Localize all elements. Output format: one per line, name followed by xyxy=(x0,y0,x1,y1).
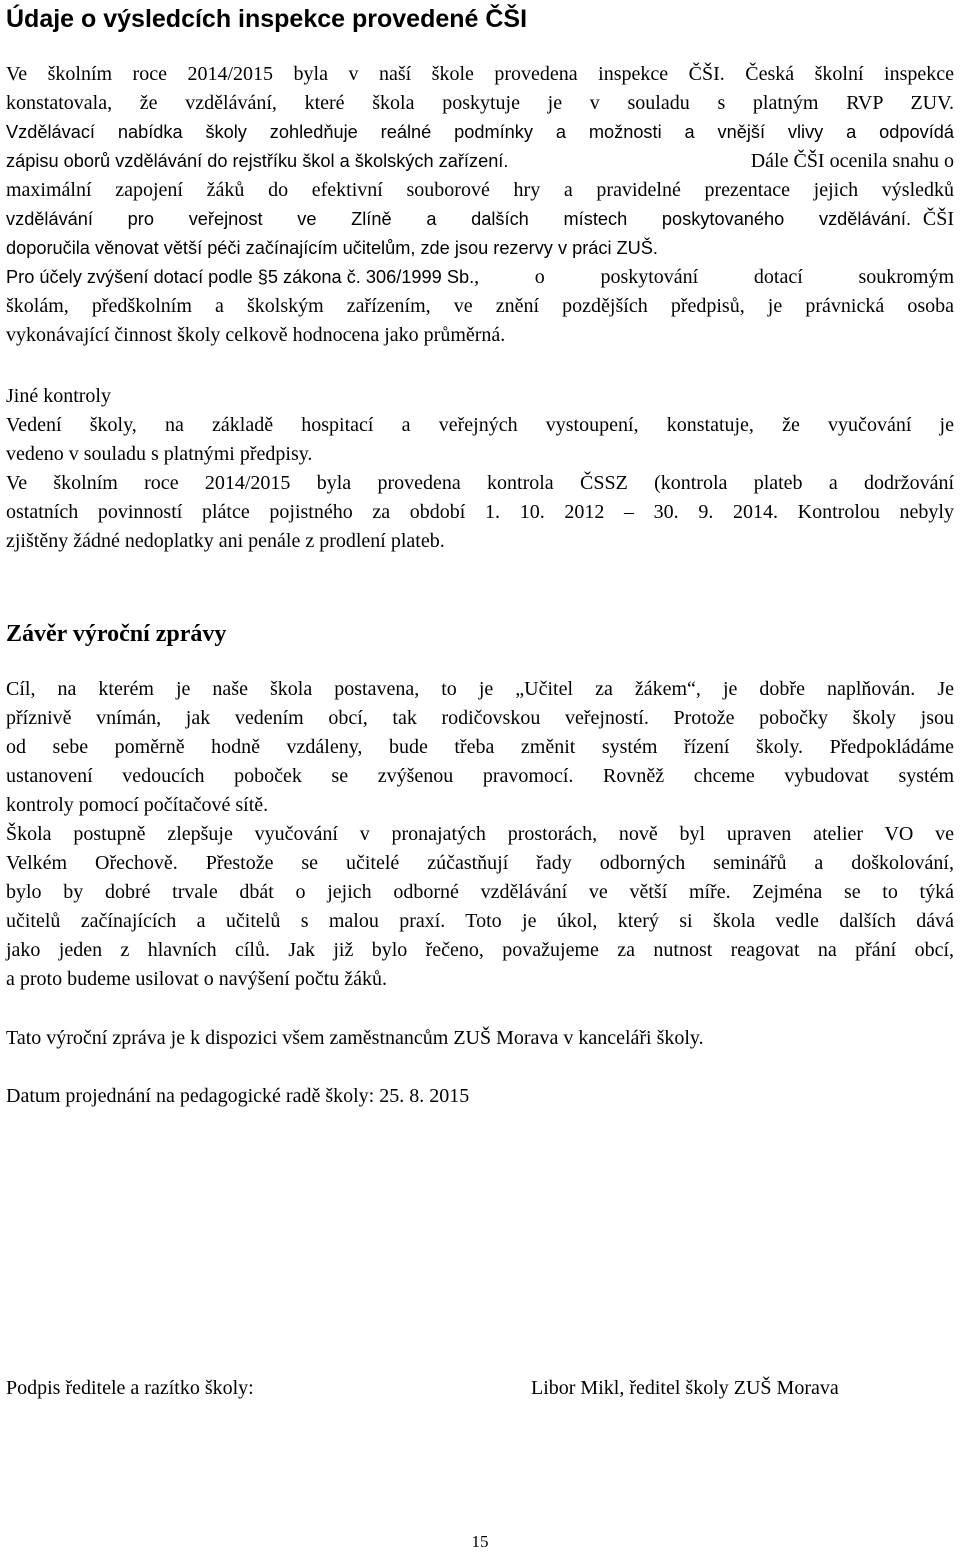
text-line: a proto budeme usilovat o navýšení počtu žáků. xyxy=(6,968,388,990)
text-line-mixed xyxy=(6,263,954,292)
text-line: ostatních povinností plátce pojistného za období 1. 10. 2012 – 30. 9. 2014. Kontrolou nebyly xyxy=(6,501,954,523)
text-line: vedeno v souladu s platnými předpisy. xyxy=(6,443,313,465)
text-fragment: Pro účely zvýšení dotací podle §5 zákona č. 306/1999 Sb. xyxy=(6,267,475,287)
text-line: od sebe poměrně hodně vzdáleny, bude třeba změnit systém řízení školy. Předpokládáme xyxy=(6,736,954,758)
text-line: školám, předškolním a školským zařízením, ve znění pozdějších předpisů, je právnická osoba xyxy=(6,295,954,317)
text-line: Vedení školy, na základě hospitací a veřejných vystoupení, konstatuje, že vyučování je xyxy=(6,414,954,436)
text-line: Cíl, na kterém je naše škola postavena, to je „Učitel za žákem“, je dobře naplňován. Je xyxy=(6,678,954,700)
director-name: Libor Mikl, ředitel školy ZUŠ Morava xyxy=(531,1377,839,1399)
conclusion-heading: Závěr výroční zprávy xyxy=(6,621,227,647)
subheading-other-checks: Jiné kontroly xyxy=(6,385,111,407)
text-line: jako jeden z hlavních cílů. Jak již bylo řečeno, považujeme za nutnost reagovat na přání obcí, xyxy=(6,939,954,961)
page-number: 15 xyxy=(471,1532,489,1551)
text-line: konstatovala, že vzdělávání, které škola poskytuje je v souladu s platným RVP ZUV. xyxy=(6,92,954,114)
text-line: učitelů začínajících a učitelů s malou praxí. Toto je úkol, který si škola vedle dalších dává xyxy=(6,910,954,932)
inspection-heading: Údaje o výsledcích inspekce provedené ČŠI xyxy=(6,5,528,33)
text-line: bylo by dobré trvale dbát o jejich odborné vzdělávání ve větší míře. Zejména se to týká xyxy=(6,881,954,903)
text-line: kontroly pomocí počítačové sítě. xyxy=(6,794,269,816)
text-fragment: , o poskytování dotací soukromým xyxy=(474,266,954,288)
text-line: doporučila věnovat větší péči začínajícím učitelům, zde jsou rezervy v práci ZUŠ. xyxy=(6,238,658,258)
text-line: vykonávající činnost školy celkově hodnocena jako průměrná. xyxy=(6,324,506,346)
text-line: příznivě vnímán, jak vedením obcí, tak rodičovskou veřejností. Protože pobočky školy jsou xyxy=(6,707,954,729)
text-line: zjištěny žádné nedoplatky ani penále z prodlení plateb. xyxy=(6,530,445,552)
text-line: Vzdělávací nabídka školy zohledňuje reálné podmínky a možnosti a vnější vlivy a odpovídá xyxy=(6,122,954,142)
meeting-date: Datum projednání na pedagogické radě školy: 25. 8. 2015 xyxy=(6,1085,470,1107)
text-line: maximální zapojení žáků do efektivní souborové hry a pravidelné prezentace jejich výsledků xyxy=(6,179,954,201)
text-line-mixed xyxy=(6,147,954,176)
text-fragment: Dále ČŠI ocenila snahu o xyxy=(745,150,954,172)
text-fragment: zápisu oborů vzdělávání do rejstříku škol a školských zařízení. xyxy=(6,151,509,171)
conclusion-paragraph xyxy=(6,675,954,994)
other-checks-paragraph xyxy=(6,382,954,556)
signature-label: Podpis ředitele a razítko školy: xyxy=(6,1377,254,1399)
text-fragment: vzdělávání pro veřejnost ve Zlíně a dalších místech poskytovaného vzdělávání. xyxy=(6,209,911,229)
text-line-mixed xyxy=(6,205,954,234)
availability-note: Tato výroční zpráva je k dispozici všem zaměstnancům ZUŠ Morava v kanceláři školy. xyxy=(6,1027,704,1049)
inspection-paragraph xyxy=(6,60,954,350)
text-line: Ve školním roce 2014/2015 byla provedena kontrola ČSSZ (kontrola plateb a dodržování xyxy=(6,472,954,494)
text-line: ustanovení vedoucích poboček se zvýšenou pravomocí. Rovněž chceme vybudovat systém xyxy=(6,765,954,787)
text-line: Velkém Ořechově. Přestože se učitelé zúčastňují řady odborných seminářů a doškolování, xyxy=(6,852,954,874)
text-line: Ve školním roce 2014/2015 byla v naší škole provedena inspekce ČŠI. Česká školní inspekce xyxy=(6,63,954,85)
text-fragment: ČŠI xyxy=(917,208,954,230)
text-line: Škola postupně zlepšuje vyučování v pronajatých prostorách, nově byl upraven atelier VO ve xyxy=(6,823,954,845)
